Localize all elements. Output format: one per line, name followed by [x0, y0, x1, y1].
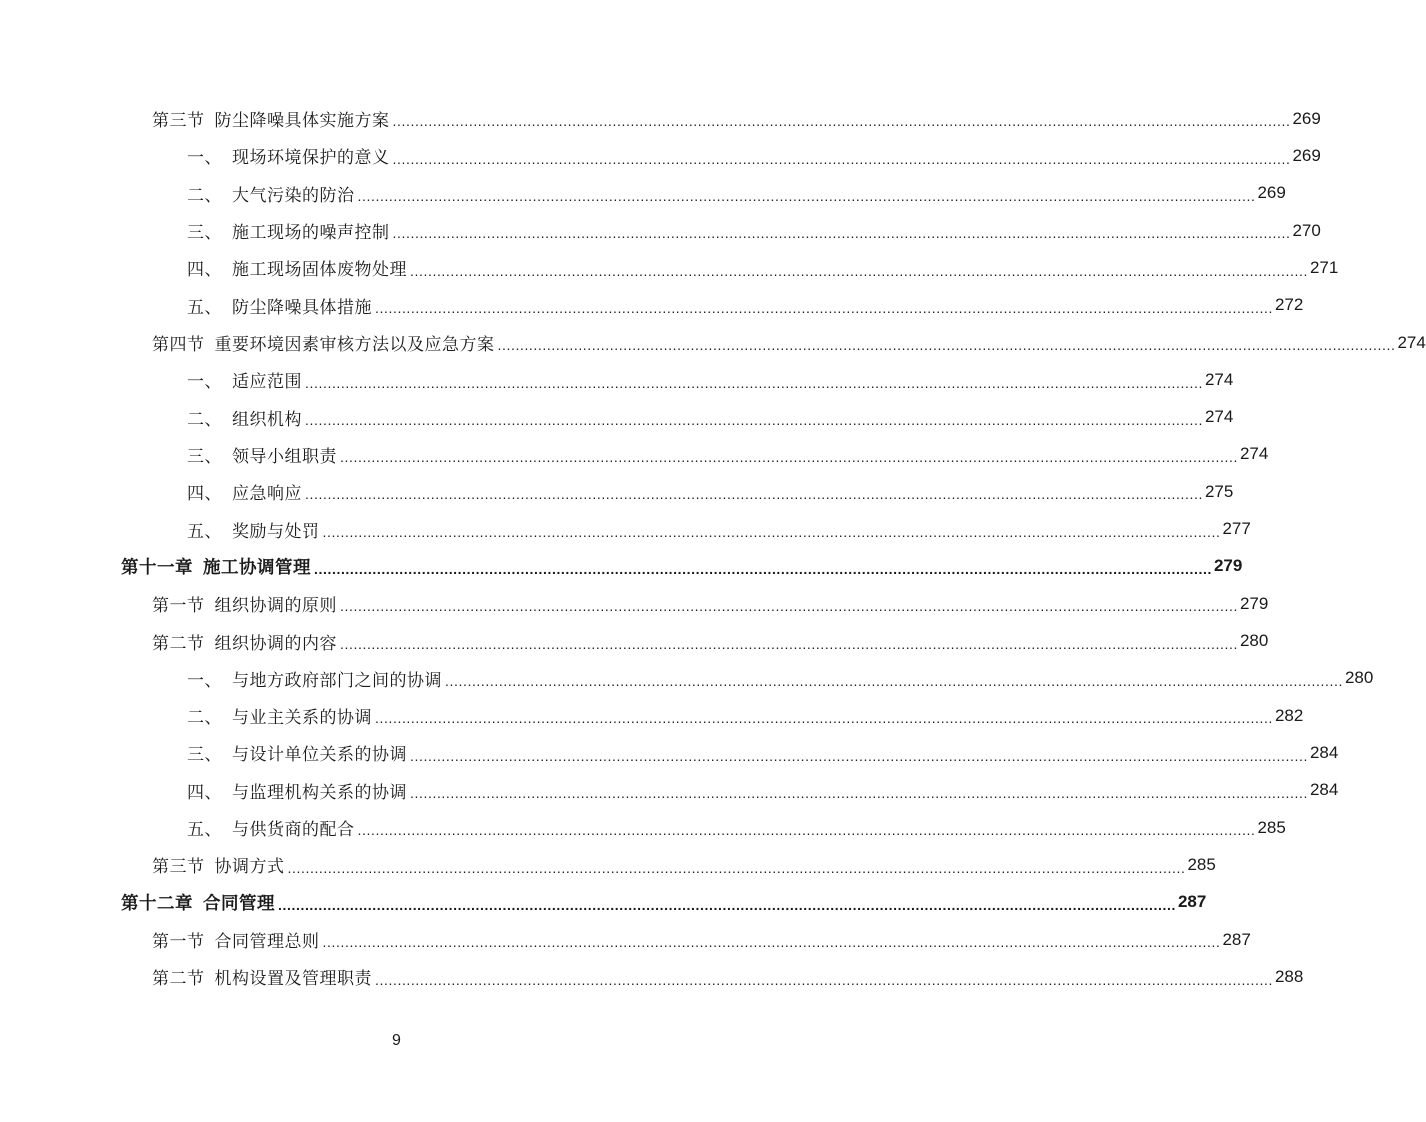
toc-leader-dots: ........................................................................................................................................................................................................	[375, 971, 1273, 988]
toc-entry[interactable]	[0, 399, 1234, 436]
toc-entry-number: 第一节	[152, 596, 205, 617]
toc-leader-dots: ........................................................................................................................................................................................................	[392, 225, 1291, 242]
toc-entry-number: 二、	[187, 708, 222, 729]
toc-entry-label	[187, 815, 355, 840]
toc-entry[interactable]	[0, 100, 1321, 137]
toc-entry-label	[187, 293, 372, 318]
toc-entry-number: 五、	[187, 820, 222, 841]
toc-entry-title: 奖励与处罚	[232, 521, 320, 542]
toc-entry[interactable]	[0, 324, 1426, 361]
toc-entry-label	[187, 479, 302, 504]
toc-entry-title: 重要环境因素审核方法以及应急方案	[214, 335, 495, 356]
toc-leader-dots: ........................................................................................................................................................................................................	[305, 411, 1203, 428]
toc-entry-label	[187, 666, 442, 691]
toc-entry-number: 第十一章	[121, 557, 193, 578]
toc-entry-page: 280	[1344, 668, 1374, 688]
toc-leader-dots: ........................................................................................................................................................................................................	[392, 150, 1291, 167]
toc-entry-title: 组织机构	[232, 409, 302, 430]
toc-entry-title: 施工现场的噪声控制	[232, 223, 390, 244]
toc-entry[interactable]	[0, 137, 1321, 174]
toc-leader-dots: ........................................................................................................................................................................................................	[340, 449, 1238, 466]
toc-entry-page: 284	[1309, 780, 1339, 800]
toc-entry[interactable]	[0, 175, 1286, 212]
toc-entry-page: 275	[1204, 481, 1234, 501]
toc-entry-label	[187, 778, 407, 803]
toc-entry-number: 三、	[187, 745, 222, 766]
toc-entry-number: 三、	[187, 223, 222, 244]
toc-entry-page: 280	[1239, 631, 1269, 651]
toc-entry-page: 285	[1257, 817, 1286, 837]
toc-entry[interactable]	[0, 734, 1339, 771]
toc-entry[interactable]	[0, 249, 1339, 286]
toc-entry-title: 机构设置及管理职责	[214, 969, 372, 990]
toc-entry-page: 285	[1187, 854, 1216, 874]
toc-entry[interactable]	[0, 510, 1251, 547]
toc-entry-number: 第十二章	[121, 893, 193, 914]
toc-entry-title: 防尘降噪具体措施	[232, 297, 372, 318]
toc-entry-title: 协调方式	[214, 857, 285, 878]
toc-entry[interactable]	[0, 361, 1234, 398]
toc-entry-label	[187, 181, 355, 206]
toc-entry-page: 272	[1274, 295, 1304, 315]
toc-entry[interactable]	[0, 585, 1269, 622]
toc-entry-label	[187, 405, 302, 430]
toc-entry-number: 五、	[187, 297, 222, 318]
toc-entry-title: 合同管理	[203, 893, 275, 914]
toc-entry-title: 适应范围	[232, 372, 302, 393]
toc-entry-page: 279	[1213, 556, 1243, 576]
toc-entry[interactable]	[0, 809, 1286, 846]
toc-entry-label	[187, 255, 407, 280]
toc-entry-number: 二、	[187, 409, 222, 430]
toc-entry-title: 合同管理总则	[214, 932, 320, 953]
toc-entry-page: 274	[1239, 444, 1269, 464]
toc-entry-page: 274	[1204, 407, 1234, 427]
toc-entry[interactable]	[0, 958, 1304, 995]
page-number: 9	[392, 1032, 401, 1049]
toc-entry-number: 第二节	[152, 969, 205, 990]
toc-entry-label	[152, 927, 320, 952]
toc-entry-title: 与供货商的配合	[232, 820, 355, 841]
toc-leader-dots: ........................................................................................................................................................................................................	[340, 598, 1238, 615]
toc-entry[interactable]	[0, 921, 1251, 958]
toc-leader-dots: ........................................................................................................................................................................................................	[278, 896, 1176, 913]
toc-entry-page: 287	[1177, 892, 1207, 912]
toc-entry-page: 270	[1292, 220, 1321, 240]
toc-entry-number: 第二节	[152, 633, 205, 654]
toc-entry-number: 一、	[187, 670, 222, 691]
toc-leader-dots: ........................................................................................................................................................................................................	[322, 934, 1221, 951]
toc-entry[interactable]	[0, 436, 1269, 473]
toc-leader-dots: ........................................................................................................................................................................................................	[410, 784, 1308, 801]
toc-entry-title: 施工协调管理	[203, 557, 311, 578]
toc-entry[interactable]	[0, 884, 1207, 921]
toc-entry-label	[152, 106, 390, 131]
toc-entry[interactable]	[0, 287, 1304, 324]
toc-leader-dots: ........................................................................................................................................................................................................	[287, 859, 1186, 876]
toc-entry-label	[187, 703, 372, 728]
toc-entry-label	[152, 964, 372, 989]
toc-leader-dots: ........................................................................................................................................................................................................	[392, 113, 1291, 130]
toc-entry-page: 279	[1239, 593, 1269, 613]
toc-leader-dots: ........................................................................................................................................................................................................	[375, 299, 1273, 316]
toc-entry-number: 一、	[187, 372, 222, 393]
toc-entry[interactable]	[0, 622, 1269, 659]
toc-entry-page: 274	[1397, 332, 1426, 352]
toc-entry-page: 284	[1309, 742, 1339, 762]
toc-entry-title: 组织协调的原则	[214, 596, 337, 617]
toc-entry-number: 四、	[187, 782, 222, 803]
toc-leader-dots: ........................................................................................................................................................................................................	[375, 710, 1273, 727]
toc-entry-label	[187, 740, 407, 765]
toc-entry-label	[152, 591, 337, 616]
toc-entry-page: 282	[1274, 705, 1304, 725]
toc-entry-label	[121, 890, 275, 915]
toc-entry-title: 组织协调的内容	[214, 633, 337, 654]
toc-entry-label	[187, 442, 337, 467]
toc-entry[interactable]	[0, 697, 1304, 734]
toc-entry-title: 施工现场固体废物处理	[232, 260, 407, 281]
toc-entry[interactable]	[0, 660, 1374, 697]
toc-leader-dots: ........................................................................................................................................................................................................	[445, 673, 1343, 689]
toc-entry-label	[187, 517, 320, 542]
toc-entry-number: 第三节	[152, 111, 205, 132]
toc-entry-title: 与设计单位关系的协调	[232, 745, 407, 766]
toc-entry-label	[121, 554, 311, 579]
toc-entry-title: 现场环境保护的意义	[232, 148, 390, 169]
toc-entry-number: 第四节	[152, 335, 205, 356]
toc-leader-dots: ........................................................................................................................................................................................................	[357, 187, 1256, 204]
toc-entry-number: 三、	[187, 446, 222, 467]
toc-entry-title: 与业主关系的协调	[232, 708, 372, 729]
toc-entry-title: 应急响应	[232, 484, 302, 505]
toc-leader-dots: ........................................................................................................................................................................................................	[314, 561, 1212, 578]
toc-entry[interactable]	[0, 846, 1216, 883]
toc-leader-dots: ........................................................................................................................................................................................................	[357, 822, 1256, 839]
toc-entry-title: 领导小组职责	[232, 446, 337, 467]
toc-entry-number: 五、	[187, 521, 222, 542]
toc-entry-page: 269	[1292, 108, 1321, 128]
toc-leader-dots: ........................................................................................................................................................................................................	[305, 374, 1203, 391]
toc-entry-page: 274	[1204, 369, 1234, 389]
toc-leader-dots: ........................................................................................................................................................................................................	[340, 635, 1238, 652]
toc-entry-page: 277	[1222, 519, 1251, 539]
toc-entry-title: 防尘降噪具体实施方案	[214, 111, 390, 132]
toc-entry-label	[187, 218, 390, 243]
toc-entry-title: 与地方政府部门之间的协调	[232, 670, 442, 691]
table-of-contents	[0, 100, 1426, 996]
toc-entry-page: 269	[1257, 183, 1286, 203]
toc-entry-label	[152, 330, 495, 355]
toc-entry[interactable]	[0, 473, 1234, 510]
toc-entry-page: 271	[1309, 257, 1339, 277]
toc-entry-number: 四、	[187, 484, 222, 505]
toc-entry-number: 二、	[187, 185, 222, 206]
toc-entry-label	[152, 629, 337, 654]
toc-leader-dots: ........................................................................................................................................................................................................	[305, 486, 1203, 503]
toc-entry-label	[152, 852, 285, 877]
toc-entry-page: 269	[1292, 145, 1321, 165]
toc-leader-dots: ........................................................................................................................................................................................................	[322, 523, 1221, 540]
toc-entry-number: 四、	[187, 260, 222, 281]
toc-leader-dots: ........................................................................................................................................................................................................	[410, 262, 1308, 279]
toc-entry-label	[187, 367, 302, 392]
toc-entry-page: 287	[1222, 929, 1251, 949]
toc-entry[interactable]	[0, 212, 1321, 249]
toc-entry-title: 与监理机构关系的协调	[232, 782, 407, 803]
toc-entry-number: 第一节	[152, 932, 205, 953]
toc-entry-title: 大气污染的防治	[232, 185, 355, 206]
toc-entry[interactable]	[0, 772, 1339, 809]
toc-entry-number: 第三节	[152, 857, 205, 878]
toc-leader-dots: ........................................................................................................................................................................................................	[497, 337, 1396, 354]
toc-entry-page: 288	[1274, 966, 1304, 986]
toc-leader-dots: ........................................................................................................................................................................................................	[410, 747, 1308, 764]
toc-entry[interactable]	[0, 548, 1243, 585]
toc-entry-number: 一、	[187, 148, 222, 169]
toc-entry-label	[187, 143, 390, 168]
